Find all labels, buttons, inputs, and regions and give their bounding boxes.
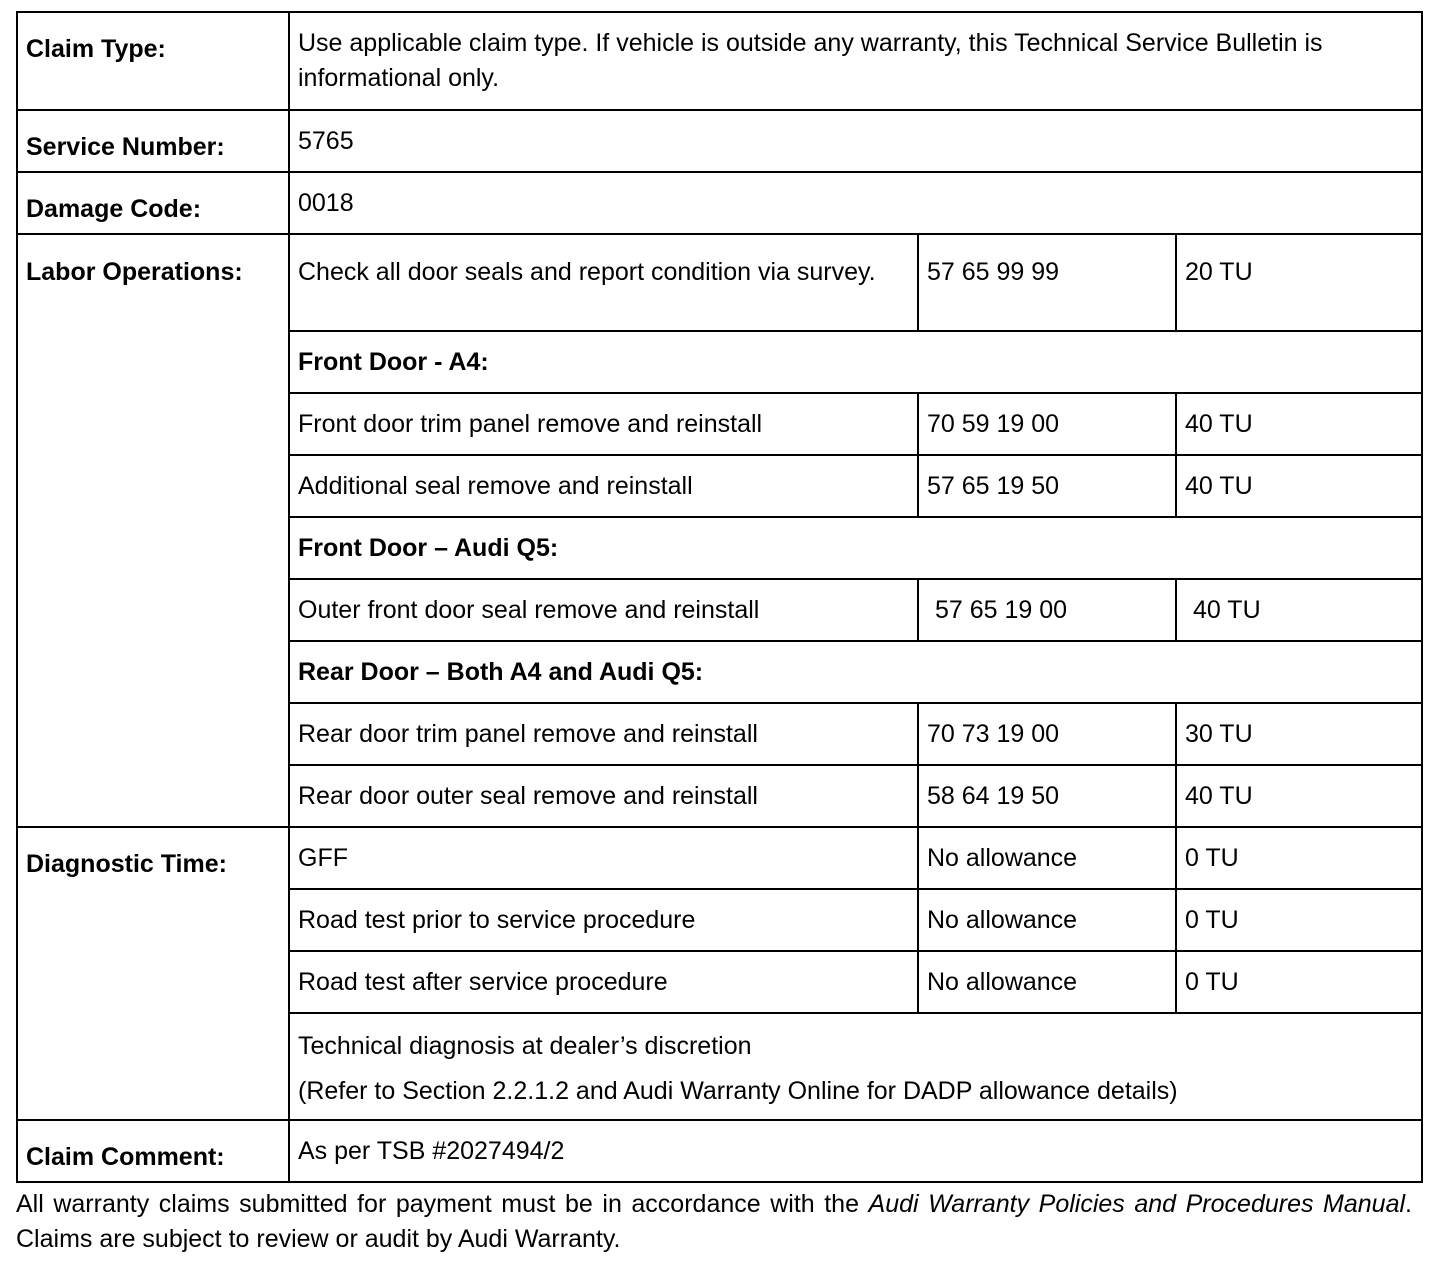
claim-comment-value: As per TSB #2027494/2 <box>289 1120 1422 1182</box>
labor-desc: Rear door outer seal remove and reinstall <box>289 765 918 827</box>
labor-check-desc: Check all door seals and report condition via survey. <box>289 234 918 331</box>
labor-desc: Outer front door seal remove and reinstall <box>289 579 918 641</box>
labor-tu: 40 TU <box>1176 393 1422 455</box>
labor-operations-label: Labor Operations: <box>17 234 289 827</box>
footer-manual-title: Audi Warranty Policies and Procedures Manual <box>868 1190 1406 1218</box>
labor-code: 70 59 19 00 <box>918 393 1176 455</box>
labor-tu: 40 TU <box>1176 765 1422 827</box>
service-number-row <box>17 110 1422 172</box>
labor-check-row <box>17 234 1422 331</box>
rear-heading: Rear Door – Both A4 and Audi Q5: <box>289 641 1422 703</box>
labor-tu: 30 TU <box>1176 703 1422 765</box>
service-number-value: 5765 <box>289 110 1422 172</box>
table-row <box>17 827 1422 889</box>
footer-note <box>16 1187 1412 1257</box>
claim-type-label: Claim Type: <box>17 12 289 110</box>
labor-tu: 40 TU <box>1176 579 1422 641</box>
diag-tu: 0 TU <box>1176 889 1422 951</box>
labor-code: 70 73 19 00 <box>918 703 1176 765</box>
technical-diagnosis-cell <box>289 1013 1422 1120</box>
diagnostic-time-label: Diagnostic Time: <box>17 827 289 1120</box>
diag-code: No allowance <box>918 827 1176 889</box>
front-q5-heading: Front Door – Audi Q5: <box>289 517 1422 579</box>
damage-code-value: 0018 <box>289 172 1422 234</box>
claim-comment-row <box>17 1120 1422 1182</box>
technical-diagnosis-reference: (Refer to Section 2.2.1.2 and Audi Warranty Online for DADP allowance details) <box>298 1076 1178 1105</box>
diag-desc: GFF <box>289 827 918 889</box>
warranty-claim-table <box>16 11 1423 1183</box>
diag-code: No allowance <box>918 889 1176 951</box>
labor-code: 57 65 19 50 <box>918 455 1176 517</box>
claim-type-value: Use applicable claim type. If vehicle is outside any warranty, this Technical Service Bulletin is informational only. <box>289 12 1422 110</box>
front-a4-heading: Front Door - A4: <box>289 331 1422 393</box>
technical-diagnosis-line: Technical diagnosis at dealer’s discretion <box>298 1031 752 1060</box>
diag-tu: 0 TU <box>1176 827 1422 889</box>
diag-tu: 0 TU <box>1176 951 1422 1013</box>
diag-desc: Road test after service procedure <box>289 951 918 1013</box>
damage-code-row <box>17 172 1422 234</box>
service-number-label: Service Number: <box>17 110 289 172</box>
labor-desc: Front door trim panel remove and reinstall <box>289 393 918 455</box>
labor-check-code: 57 65 99 99 <box>918 234 1176 331</box>
claim-comment-label: Claim Comment: <box>17 1120 289 1182</box>
labor-tu: 40 TU <box>1176 455 1422 517</box>
diag-desc: Road test prior to service procedure <box>289 889 918 951</box>
labor-check-tu: 20 TU <box>1176 234 1422 331</box>
damage-code-label: Damage Code: <box>17 172 289 234</box>
labor-code: 58 64 19 50 <box>918 765 1176 827</box>
labor-desc: Additional seal remove and reinstall <box>289 455 918 517</box>
footer-text: All warranty claims submitted for payment must be in accordance with the <box>16 1190 869 1218</box>
footer-text-end: . Claims are subject to review or audit by Audi Warranty. <box>16 1190 1412 1253</box>
claim-type-row <box>17 12 1422 110</box>
labor-code: 57 65 19 00 <box>918 579 1176 641</box>
labor-desc: Rear door trim panel remove and reinstall <box>289 703 918 765</box>
diag-code: No allowance <box>918 951 1176 1013</box>
